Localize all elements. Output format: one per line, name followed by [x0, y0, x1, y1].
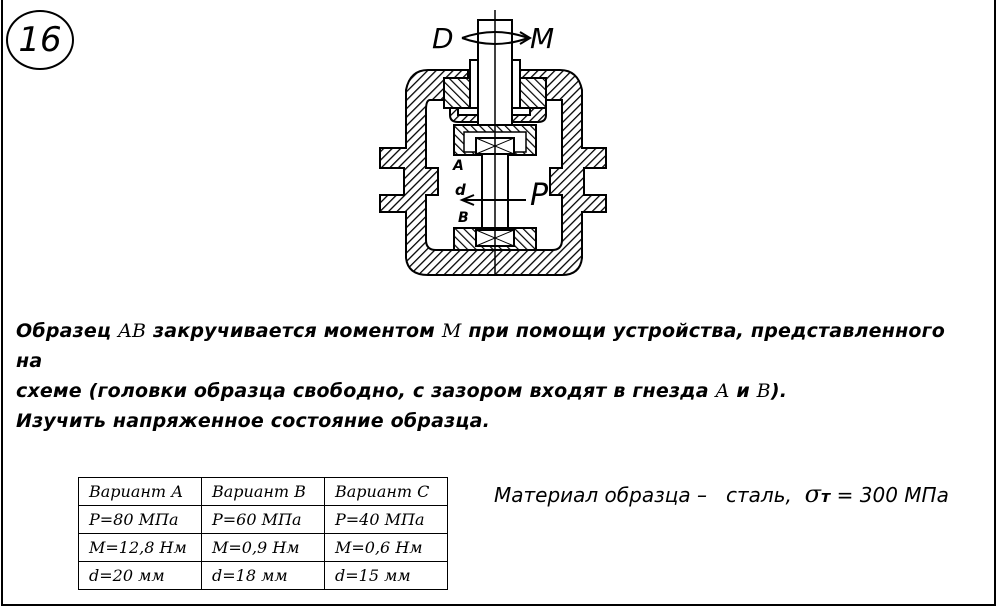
variants-table — [78, 477, 448, 590]
header-variant-b: Вариант В — [202, 478, 325, 506]
specimen-symbol: AB — [118, 320, 147, 342]
header-variant-c: Вариант С — [325, 478, 448, 506]
statement-line-3: Изучить напряженное состояние образца. — [16, 410, 491, 432]
device-schematic — [370, 0, 620, 290]
table-cell: P=40 МПа — [325, 506, 448, 534]
table-header-row — [79, 478, 448, 506]
label-p: P — [530, 178, 549, 213]
label-m: M — [530, 22, 555, 55]
problem-number-badge — [6, 10, 74, 70]
table-cell: d=20 мм — [79, 562, 202, 590]
yield-strength-value: = 300 МПа — [836, 483, 949, 507]
table-row — [79, 562, 448, 590]
label-d: d — [455, 181, 466, 199]
sigma-symbol: σ — [804, 480, 821, 508]
table-cell: P=80 МПа — [79, 506, 202, 534]
label-a: A — [453, 158, 464, 174]
material-spec — [494, 480, 949, 508]
material-prefix: Материал образца – — [494, 483, 707, 507]
label-d-top: D — [432, 22, 454, 55]
nest-b-symbol: B — [756, 380, 771, 402]
material-name: сталь, — [726, 483, 792, 507]
table-cell: d=18 мм — [202, 562, 325, 590]
problem-statement — [16, 316, 976, 436]
table-cell: P=60 МПа — [202, 506, 325, 534]
moment-symbol: M — [441, 320, 462, 342]
statement-line-2: схеме (головки образца свободно, с зазором входят в гнезда A и B). — [16, 380, 788, 402]
problem-number: 16 — [18, 20, 62, 60]
header-variant-a: Вариант А — [79, 478, 202, 506]
nest-a-symbol: A — [715, 380, 730, 402]
table-cell: d=15 мм — [325, 562, 448, 590]
sigma-subscript: т — [820, 487, 831, 506]
table-row — [79, 506, 448, 534]
table-cell: M=0,6 Нм — [325, 534, 448, 562]
table-cell: M=0,9 Нм — [202, 534, 325, 562]
table-row — [79, 534, 448, 562]
table-cell: M=12,8 Нм — [79, 534, 202, 562]
statement-line-1: Образец AB закручивается моментом M при помощи устройства, представленного на — [16, 320, 946, 372]
label-b: B — [458, 210, 469, 226]
